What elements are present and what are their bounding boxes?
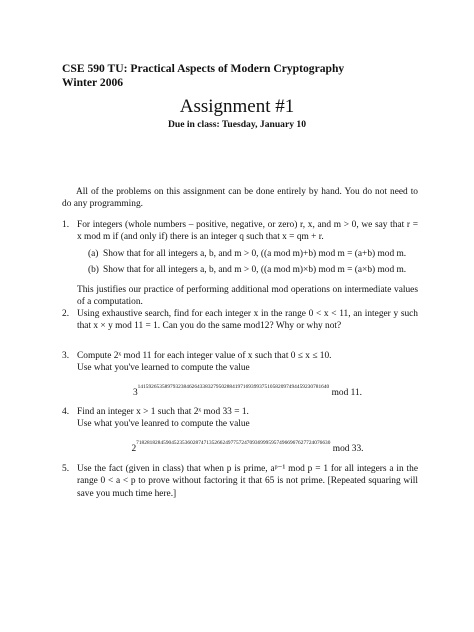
problem-part-a	[88, 248, 418, 260]
problem-1	[62, 219, 418, 309]
power-base: 3	[132, 387, 138, 398]
problem-line: Find an integer x > 1 such that 2ˣ mod 33 = 1.	[77, 407, 249, 417]
due-date: Due in class: Tuesday, January 10	[167, 119, 307, 130]
power-base: 2	[131, 443, 137, 454]
course-title: CSE 590 TU: Practical Aspects of Modern Cryptography	[62, 62, 345, 75]
problem-number: 2.	[62, 309, 70, 319]
problem-text: For integers (whole numbers – positive, negative, or zero) r, x, and m > 0, we say that r = x mod m if (and only if) there is an integer q such that x = qm + r.	[77, 220, 418, 243]
problem-line: Use what you've leanred to compute the value	[77, 419, 250, 430]
problem-note: This justifies our practice of performing additional mod operations on intermediate values of a computation.	[77, 285, 418, 308]
power-exponent: 718281828459045235360287471352662497757247093699959574966967627724076630	[136, 439, 331, 446]
power-expression	[77, 381, 418, 399]
modulus-text: mod 33.	[332, 443, 364, 454]
problem-number: 5.	[62, 464, 70, 474]
part-label: (a)	[88, 248, 99, 259]
assignment-title: Assignment #1	[179, 96, 295, 117]
course-term: Winter 2006	[62, 76, 124, 89]
problem-number: 4.	[62, 407, 70, 417]
intro-paragraph: All of the problems on this assignment can be done entirely by hand. You do not need to do any programming.	[62, 187, 418, 210]
problem-2	[62, 308, 418, 333]
problem-number: 3.	[62, 351, 70, 361]
problem-number: 1.	[62, 220, 70, 230]
problem-5	[62, 463, 418, 500]
course-header	[62, 62, 344, 90]
problem-3	[62, 350, 418, 399]
power-exponent: 14159265358979323846264338327950288419716939937510582097494459230781640	[137, 383, 330, 390]
problem-text: Use the fact (given in class) that when p is prime, aᵖ⁻¹ mod p = 1 for all integers a in the range 0 < a < p to prove without factoring it that 65 is not prime. [Repeated squaring will save you much time here.]	[77, 464, 418, 499]
problem-part-b	[88, 264, 418, 276]
part-text: Show that for all integers a, b, and m > 0, ((a mod m)×b) mod m = (a×b) mod m.	[103, 264, 407, 275]
problem-4	[62, 406, 418, 455]
problem-line: Use what you've learned to compute the value	[77, 363, 250, 374]
part-text: Show that for all integers a, b, and m > 0, ((a mod m)+b) mod m = (a+b) mod m.	[103, 248, 407, 259]
power-expression	[77, 437, 418, 455]
problem-text: Using exhaustive search, find for each integer x in the range 0 < x < 11, an integer y such that x × y mod 11 = 1. Can you do the same mod12? Why or why not?	[77, 309, 418, 332]
problem-line: Compute 2ˣ mod 11 for each integer value of x such that 0 ≤ x ≤ 10.	[77, 351, 332, 361]
modulus-text: mod 11.	[331, 387, 362, 398]
part-label: (b)	[88, 264, 99, 275]
